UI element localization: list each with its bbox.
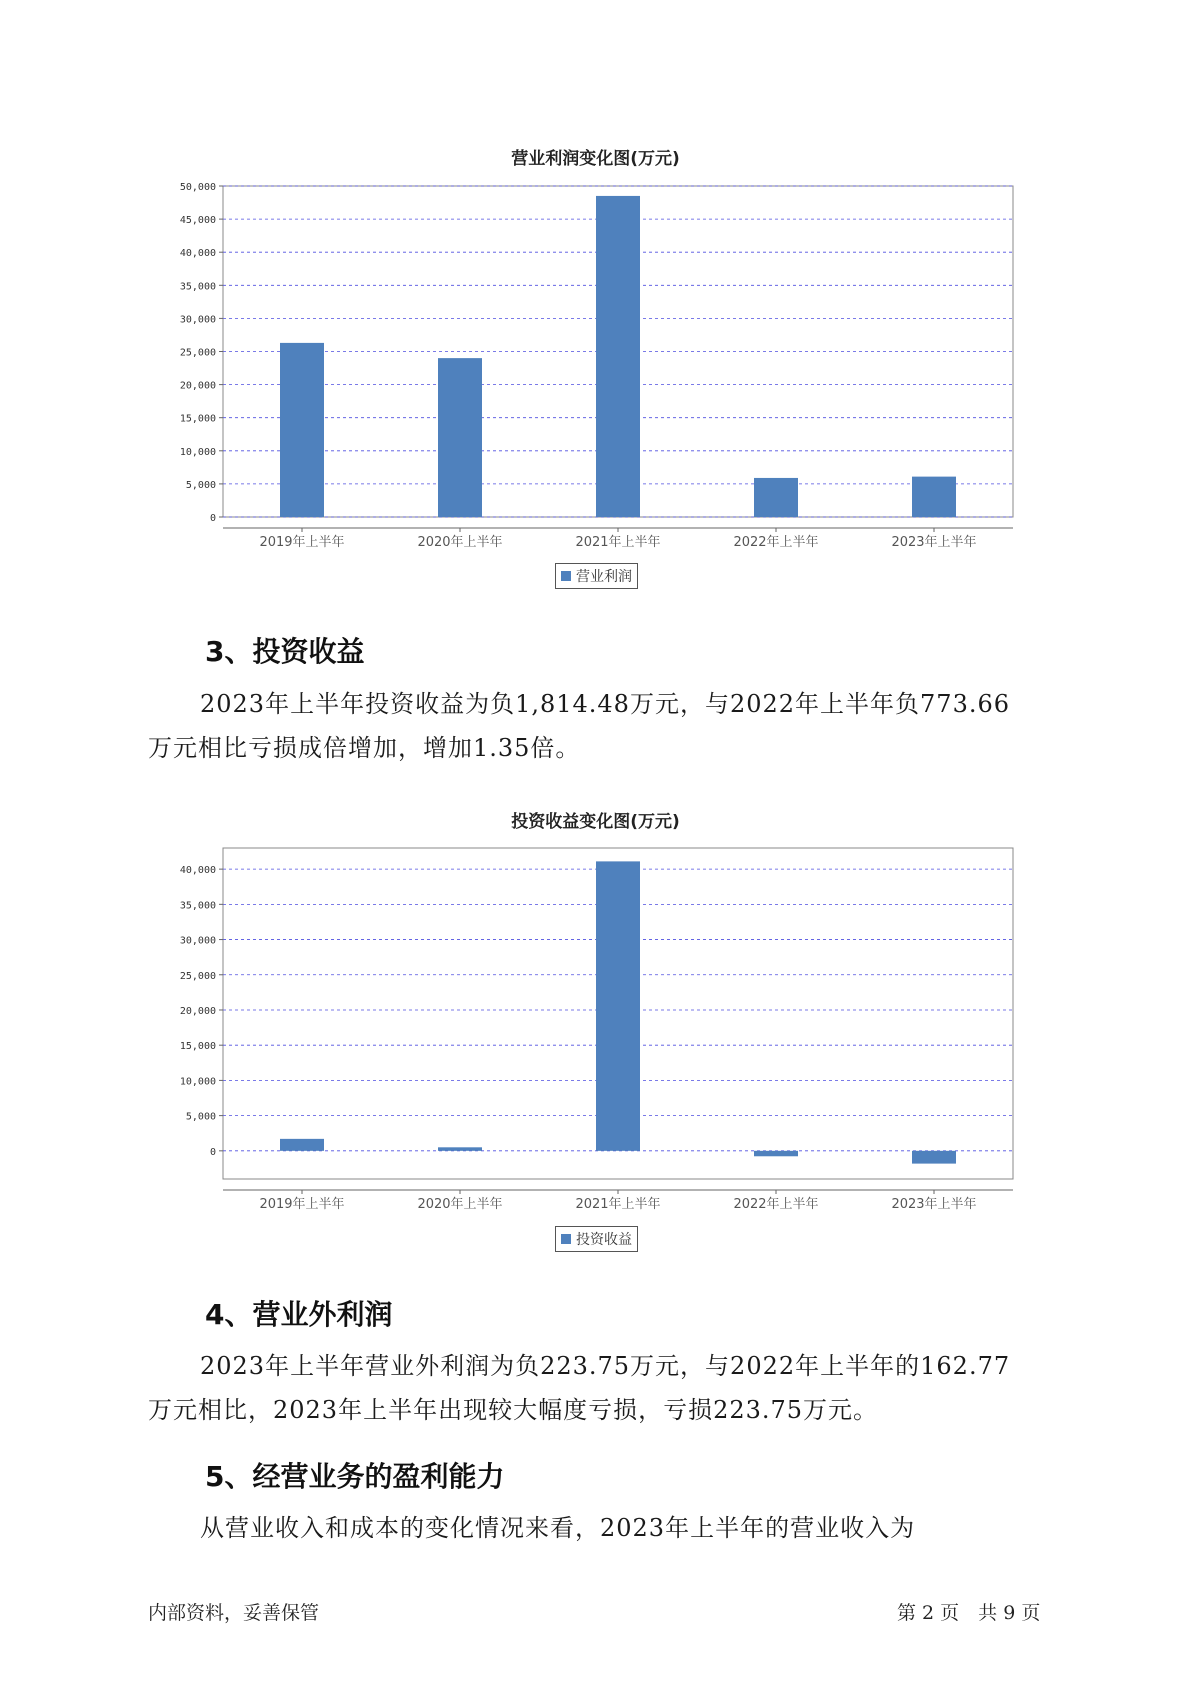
y-tick-label: 10,000 — [179, 446, 216, 458]
y-tick-label: 45,000 — [179, 215, 216, 227]
y-tick-label: 20,000 — [179, 380, 216, 392]
chart-legend — [555, 1226, 638, 1252]
x-tick-label: 2021年上半年 — [575, 535, 661, 550]
legend-label: 营业利润 — [576, 569, 632, 585]
footer-page-number: 第 2 页 共 9 页 — [897, 1602, 1041, 1624]
y-tick-label: 35,000 — [179, 281, 216, 293]
x-tick-label: 2019年上半年 — [259, 1197, 345, 1212]
bar — [438, 1147, 482, 1151]
paragraph-line: 2023年上半年投资收益为负1,814.48万元，与2022年上半年负773.66 — [200, 690, 1011, 718]
x-tick-label: 2019年上半年 — [259, 535, 345, 550]
y-tick-label: 10,000 — [179, 1076, 216, 1088]
y-tick-label: 25,000 — [179, 347, 216, 359]
y-tick-label: 35,000 — [179, 900, 216, 912]
legend-label: 投资收益 — [576, 1232, 632, 1248]
y-tick-label: 30,000 — [179, 935, 216, 947]
x-tick-label: 2020年上半年 — [417, 535, 503, 550]
chart-title: 营业利润变化图(万元) — [511, 149, 680, 169]
x-tick-label: 2022年上半年 — [733, 1197, 819, 1212]
paragraph-line: 从营业收入和成本的变化情况来看，2023年上半年的营业收入为 — [200, 1514, 916, 1542]
section-4-paragraph — [148, 1344, 1048, 1432]
paragraph-line: 2023年上半年营业外利润为负223.75万元，与2022年上半年的162.77 — [200, 1352, 1011, 1380]
y-tick-label: 15,000 — [179, 1041, 216, 1053]
paragraph-line: 万元相比，2023年上半年出现较大幅度亏损，亏损223.75万元。 — [148, 1396, 879, 1424]
section-4-heading: 4、营业外利润 — [205, 1298, 393, 1331]
section-5-paragraph — [148, 1506, 1048, 1550]
y-tick-label: 50,000 — [179, 182, 216, 193]
y-tick-label: 5,000 — [185, 479, 216, 491]
y-tick-label: 40,000 — [179, 865, 216, 877]
chart-title: 投资收益变化图(万元) — [511, 812, 680, 832]
section-5-heading: 5、经营业务的盈利能力 — [205, 1460, 505, 1493]
y-tick-label: 5,000 — [185, 1111, 216, 1123]
bar — [912, 1151, 956, 1164]
bar — [280, 1139, 324, 1151]
section-3-heading: 3、投资收益 — [205, 635, 365, 668]
x-tick-label: 2020年上半年 — [417, 1197, 503, 1212]
bar — [596, 861, 640, 1150]
y-tick-label: 0 — [209, 513, 216, 524]
x-tick-label: 2022年上半年 — [733, 535, 819, 550]
y-tick-label: 25,000 — [179, 970, 216, 982]
x-tick-label: 2023年上半年 — [891, 1197, 977, 1212]
bar — [754, 1151, 798, 1156]
y-tick-label: 30,000 — [179, 314, 216, 326]
legend-swatch — [561, 1234, 571, 1244]
x-tick-label: 2021年上半年 — [575, 1197, 661, 1212]
paragraph-line: 万元相比亏损成倍增加，增加1.35倍。 — [148, 734, 581, 762]
y-tick-label: 15,000 — [179, 413, 216, 425]
y-tick-label: 40,000 — [179, 248, 216, 260]
y-tick-label: 20,000 — [179, 1005, 216, 1017]
footer-left: 内部资料，妥善保管 — [148, 1602, 320, 1624]
x-tick-label: 2023年上半年 — [891, 535, 977, 550]
y-tick-label: 0 — [209, 1146, 216, 1158]
